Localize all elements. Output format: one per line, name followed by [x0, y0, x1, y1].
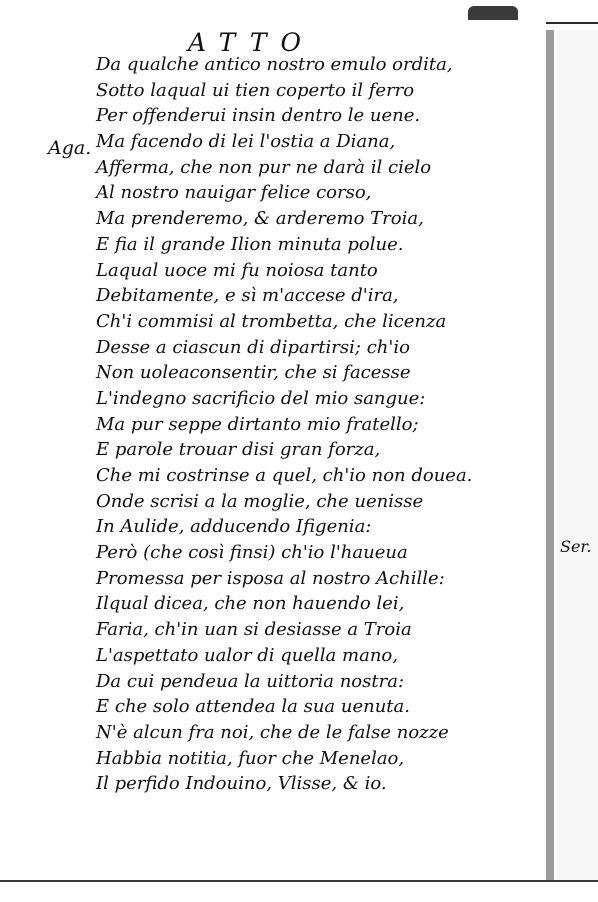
verse-line: Da cui pendeua la uittoria nostra:: [96, 670, 405, 692]
verse-line: Laqual uoce mi fu noiosa tanto: [96, 259, 378, 281]
verse-line: Ma facendo di lei l'ostia a Diana,: [96, 131, 396, 153]
verse-line: L'indegno sacrificio del mio sangue:: [96, 387, 426, 409]
verse-line: Desse a ciascun di dipartirsi; ch'io: [96, 336, 410, 358]
verse-line: N'è alcun fra noi, che de le false nozze: [96, 721, 449, 743]
verse-line: Al nostro nauigar felice corso,: [96, 182, 372, 204]
verse-line: Ch'i commisi al trombetta, che licenza: [96, 310, 447, 332]
verse-line: Debitamente, e sì m'accese d'ira,: [96, 285, 399, 307]
verse-line: Che mi costrinse a quel, ch'io non douea.: [96, 465, 473, 486]
verse-line: Non uoleaconsentir, che si facesse: [96, 362, 411, 384]
verse-line: Faria, ch'in uan si desiasse a Troia: [96, 619, 412, 641]
verse-line: Ma prenderemo, & arderemo Troia,: [96, 208, 424, 230]
page-bottom-edge: [0, 880, 598, 902]
binding-tab: [468, 6, 518, 20]
speaker-label: Aga.: [48, 137, 92, 159]
verse-line: Ilqual dicea, che non hauendo lei,: [96, 593, 405, 615]
margin-note: Ser.: [560, 537, 592, 556]
running-head: ATTO: [188, 28, 315, 57]
verse-line: Ma pur seppe dirtanto mio fratello;: [96, 413, 419, 435]
verse-block: [96, 52, 473, 797]
verse-line: Promessa per isposa al nostro Achille:: [96, 567, 445, 589]
facing-page-edge: [556, 30, 598, 882]
verse-line: Per offenderui insin dentro le uene.: [96, 105, 421, 127]
verse-line: Sotto laqual ui tien coperto il ferro: [96, 79, 415, 101]
verse-line: In Aulide, adducendo Ifigenia:: [96, 516, 372, 538]
verse-line: Però (che così finsi) ch'io l'haueua: [96, 542, 408, 564]
verse-line: Afferma, che non pur ne darà il cielo: [96, 156, 432, 178]
verse-line: Da qualche antico nostro emulo ordita,: [96, 54, 453, 75]
page-gutter: [546, 30, 554, 882]
verse-line: Il perfido Indouino, Vlisse, & io.: [96, 773, 387, 795]
verse-line: Onde scrisi a la moglie, che uenisse: [96, 490, 424, 512]
verse-line: Habbia notitia, fuor che Menelao,: [96, 747, 405, 769]
verse-line: E che solo attendea la sua uenuta.: [96, 696, 410, 718]
verse-line: E fia il grande Ilion minuta polue.: [96, 233, 404, 255]
verse-line: L'aspettato ualor di quella mano,: [96, 644, 398, 666]
verse-line: E parole trouar disi gran forza,: [96, 439, 381, 461]
